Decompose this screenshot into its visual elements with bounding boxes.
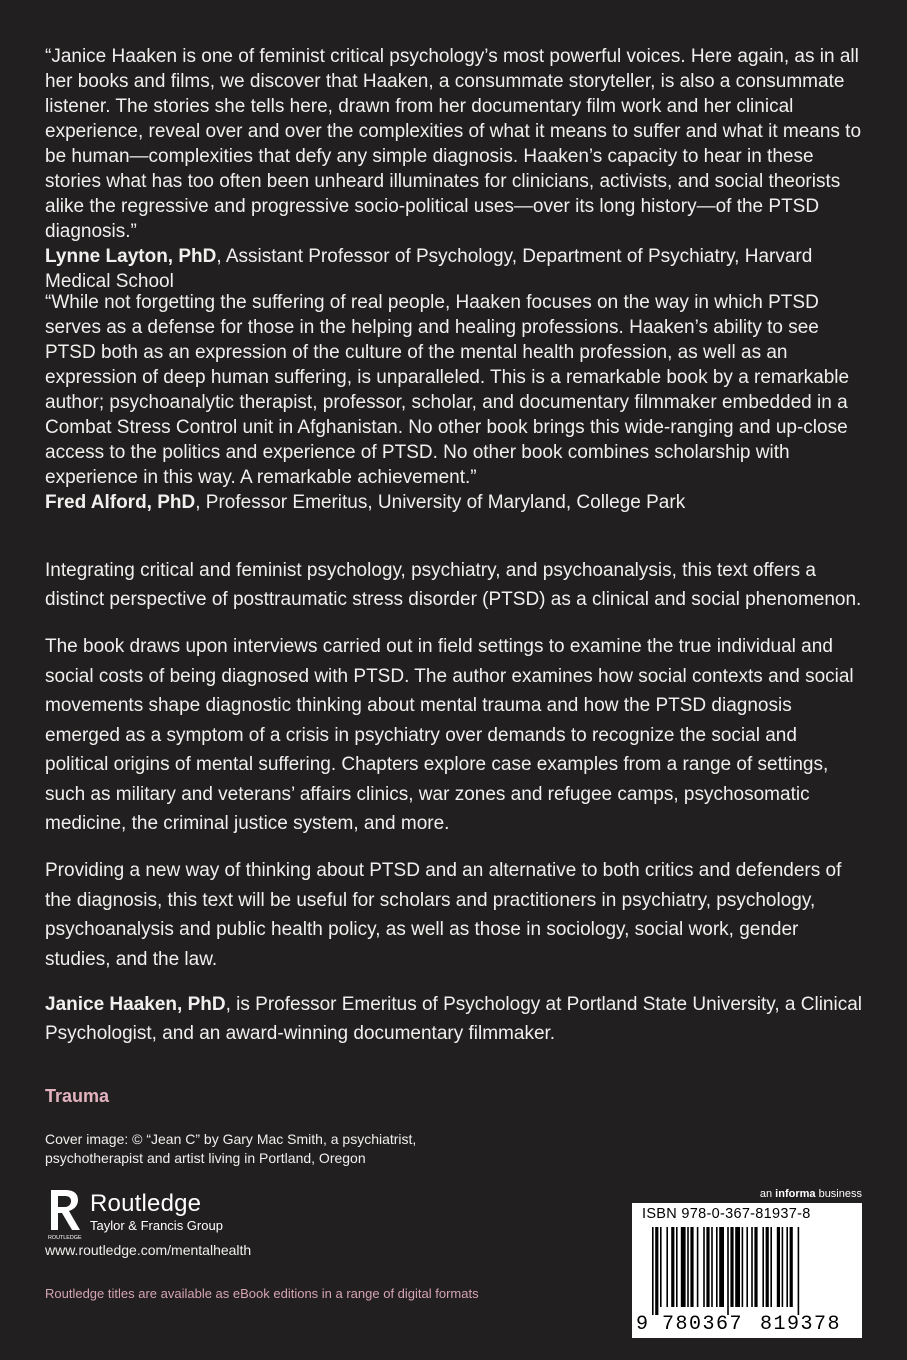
informa-prefix: an bbox=[759, 1188, 776, 1200]
endorser-affiliation: , Assistant Professor of Psychology, Department of Psychiatry, Harvard Medical School bbox=[45, 246, 813, 292]
barcode-bar bbox=[655, 1227, 658, 1315]
endorsement-quote: “Janice Haaken is one of feminist critical psychology’s most powerful voices. Here again, as in all her books and films, we discover that Haaken, a consummate storyteller, is also a consummate listener. The stories she tells here, drawn from her documentary film work and her clinical experience, reveal over and over the complexities of what it means to suffer and what it means to be human—complexities that defy any simple diagnosis. Haaken’s capacity to hear in these stories what has too often been unheard illuminates for clinicians, activists, and social theorists alike the regressive and progressive socio-political uses—over its long history—of the PTSD diagnosis.” bbox=[45, 46, 862, 242]
barcode-bar bbox=[716, 1227, 718, 1307]
description-paragraph-3: Providing a new way of thinking about PTSD and an alternative to both critics and defenders of the diagnosis, this text will be useful for scholars and practitioners in psychiatry, psychology, psychoanalysis and public health policy, as well as those in sociology, social work, gender studies, and the law. bbox=[45, 860, 842, 970]
endorser-affiliation: , Professor Emeritus, University of Maryland, College Park bbox=[195, 492, 686, 513]
routledge-logo-wordmark: ROUTLEDGE bbox=[48, 1235, 82, 1241]
endorser-name: Fred Alford, PhD bbox=[45, 492, 196, 513]
publisher-group: Taylor & Francis Group bbox=[90, 1218, 223, 1233]
barcode-bar bbox=[766, 1227, 769, 1307]
endorsement-2 bbox=[45, 290, 865, 515]
subject-category: Trauma bbox=[45, 1086, 110, 1106]
description-paragraph-1: Integrating critical and feminist psychology, psychiatry, and psychoanalysis, this text offers a distinct perspective of posttraumatic stress disorder (PTSD) as a clinical and social phenomenon. bbox=[45, 560, 862, 610]
barcode-bar bbox=[735, 1227, 740, 1307]
barcode-bar bbox=[711, 1227, 713, 1307]
informa-brand: informa bbox=[775, 1188, 816, 1200]
routledge-r-icon bbox=[45, 1186, 85, 1242]
barcode-bar bbox=[790, 1227, 793, 1307]
barcode-bar bbox=[671, 1227, 674, 1307]
barcode-bar bbox=[782, 1227, 784, 1307]
barcode-bar bbox=[727, 1227, 729, 1315]
barcode-bar bbox=[697, 1227, 699, 1307]
barcode-digit-first: 9 bbox=[636, 1313, 649, 1336]
barcode-bar bbox=[719, 1227, 724, 1307]
barcode-bar bbox=[777, 1227, 780, 1307]
barcode-bar bbox=[751, 1227, 753, 1307]
barcode-bar bbox=[660, 1227, 662, 1307]
author-bio-text: , is Professor Emeritus of Psychology at Portland State University, a Clinical Psychologist, and an award-winning documentary filmmaker. bbox=[45, 994, 862, 1044]
ebook-note: Routledge titles are available as eBook editions in a range of digital formats bbox=[45, 1286, 479, 1301]
endorser-name: Lynne Layton, PhD bbox=[45, 246, 217, 267]
barcode-digits-right: 819378 bbox=[760, 1313, 842, 1336]
barcode-bar bbox=[703, 1227, 705, 1307]
barcode-bar bbox=[746, 1227, 748, 1307]
author-name: Janice Haaken, PhD bbox=[45, 994, 226, 1015]
cover-credit: Cover image: © “Jean C” by Gary Mac Smith, a psychiatrist, psychotherapist and artist living in Portland, Oregon bbox=[45, 1131, 417, 1166]
author-bio bbox=[45, 990, 865, 1048]
isbn-barcode bbox=[632, 1203, 862, 1338]
barcode-bar bbox=[730, 1227, 733, 1307]
endorsement-quote: “While not forgetting the suffering of real people, Haaken focuses on the way in which PTSD serves as a defense for those in the helping and healing professions. Haaken’s ability to see PTSD both as an expression of the culture of the mental health profession, as well as an expression of deep human suffering, is unparalleled. This is a remarkable book by a remarkable author; psychoanalytic therapist, professor, scholar, and documentary filmmaker embedded in a Combat Stress Control unit in Afghanistan. No other book brings this wide-ranging and up-close access to the politics and experience of PTSD. No other book combines scholarship with experience in this way. A remarkable achievement.” bbox=[45, 292, 850, 488]
barcode-bar bbox=[681, 1227, 686, 1307]
barcode-bar bbox=[762, 1227, 764, 1307]
barcode-bar bbox=[798, 1227, 800, 1315]
barcode-bar bbox=[690, 1227, 693, 1307]
description-paragraph-2: The book draws upon interviews carried out in field settings to examine the true individual and social costs of being diagnosed with PTSD. The author examines how social contexts and social movements shape diagnostic thinking about mental trauma and how the PTSD diagnosis emerged as a symptom of a crisis in psychiatry over demands to recognize the social and political origins of mental suffering. Chapters explore case examples from a range of settings, such as military and veterans’ affairs clinics, war zones and refugee camps, psychosomatic medicine, the criminal justice system, and more. bbox=[45, 636, 854, 834]
barcode-bar bbox=[706, 1227, 709, 1307]
barcode-bars bbox=[652, 1227, 854, 1315]
informa-business-note bbox=[760, 1188, 862, 1200]
isbn-label: ISBN 978-0-367-81937-8 bbox=[642, 1206, 811, 1222]
barcode-bar bbox=[770, 1227, 772, 1307]
publisher-url[interactable]: www.routledge.com/mentalhealth bbox=[45, 1242, 252, 1258]
barcode-bar bbox=[786, 1227, 788, 1307]
barcode-bar bbox=[652, 1227, 654, 1315]
publisher-name: Routledge bbox=[90, 1190, 202, 1217]
barcode-bar bbox=[666, 1227, 668, 1307]
barcode-bar bbox=[687, 1227, 689, 1307]
barcode-bar bbox=[676, 1227, 678, 1307]
informa-suffix: business bbox=[815, 1188, 862, 1200]
barcode-digits-left: 780367 bbox=[662, 1313, 744, 1336]
barcode-bar bbox=[742, 1227, 744, 1307]
endorsement-1 bbox=[45, 44, 865, 294]
routledge-logo bbox=[45, 1186, 85, 1242]
barcode-bar bbox=[754, 1227, 757, 1307]
publisher-name-block bbox=[90, 1190, 223, 1234]
